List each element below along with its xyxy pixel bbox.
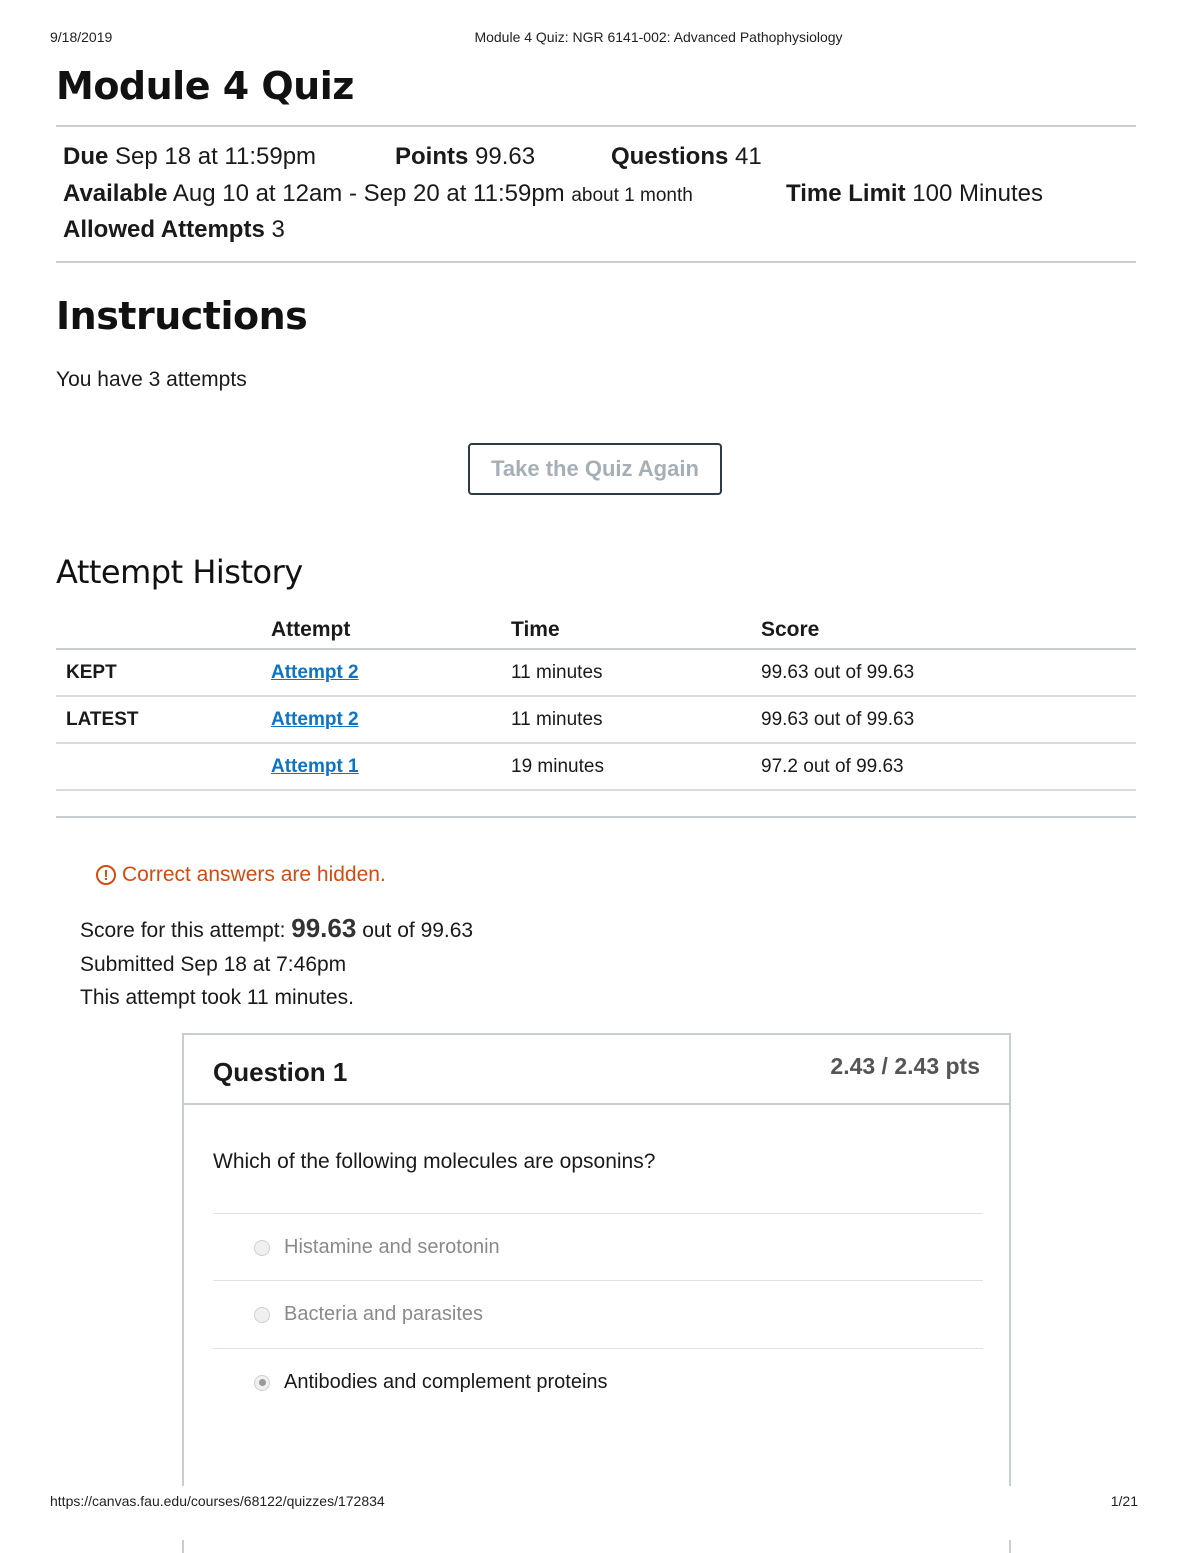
- attempt-link[interactable]: Attempt 2: [271, 661, 359, 683]
- attempt-score: 99.63 out of 99.63: [751, 649, 1136, 696]
- divider: [56, 261, 1136, 263]
- page-title: Module 4 Quiz: [56, 64, 354, 108]
- questions-detail: [611, 143, 762, 171]
- points-value: 99.63: [475, 143, 536, 170]
- due-detail: [63, 143, 316, 171]
- notice-text: Correct answers are hidden.: [122, 863, 386, 886]
- due-value: Sep 18 at 11:59pm: [115, 143, 317, 170]
- attempt-score: 97.2 out of 99.63: [751, 743, 1136, 790]
- score-suffix: out of 99.63: [362, 919, 474, 942]
- time-limit-detail: [786, 180, 1043, 208]
- time-limit-value: 100 Minutes: [912, 180, 1043, 207]
- answer-option-label: Histamine and serotonin: [284, 1236, 500, 1258]
- row-status-label: [56, 743, 261, 790]
- allowed-attempts-value: 3: [271, 216, 285, 243]
- attempt-score-line: [80, 913, 473, 944]
- print-document-title: Module 4 Quiz: NGR 6141-002: Advanced Pathophysiology: [474, 29, 843, 45]
- available-detail: [63, 180, 693, 208]
- question-title: Question 1: [213, 1057, 348, 1087]
- attempt-link[interactable]: Attempt 1: [271, 755, 359, 777]
- option-divider: [213, 1348, 983, 1349]
- radio-button: [254, 1307, 270, 1323]
- questions-value: 41: [735, 143, 762, 170]
- submitted-time: Submitted Sep 18 at 7:46pm: [80, 953, 347, 976]
- attempt-time: 11 minutes: [501, 649, 751, 696]
- row-status-label: LATEST: [56, 696, 261, 743]
- attempt-history-table: [56, 612, 1136, 791]
- question-points: 2.43 / 2.43 pts: [830, 1053, 980, 1079]
- question-header: [184, 1035, 1009, 1105]
- points-detail: [395, 143, 535, 171]
- attempt-duration: This attempt took 11 minutes.: [80, 986, 354, 1009]
- option-divider: [213, 1280, 983, 1281]
- question-card: [182, 1033, 1011, 1553]
- column-header: Attempt: [261, 612, 501, 649]
- time-limit-label: Time Limit: [786, 180, 906, 207]
- table-row: [56, 696, 1136, 743]
- table-header-row: [56, 612, 1136, 649]
- attempt-time: 19 minutes: [501, 743, 751, 790]
- score-prefix: Score for this attempt:: [80, 919, 286, 942]
- print-date: 9/18/2019: [50, 29, 113, 45]
- column-header: Score: [751, 612, 1136, 649]
- answer-option: [254, 1303, 483, 1326]
- divider: [56, 125, 1136, 127]
- attempt-link[interactable]: Attempt 2: [271, 708, 359, 730]
- radio-button: [254, 1240, 270, 1256]
- answer-option-label: Antibodies and complement proteins: [284, 1371, 608, 1393]
- print-page-number: 1/21: [1110, 1493, 1138, 1509]
- print-url: https://canvas.fau.edu/courses/68122/quizzes/172834: [50, 1493, 385, 1509]
- hidden-answers-notice: [96, 863, 386, 887]
- instructions-heading: Instructions: [56, 294, 308, 338]
- allowed-attempts-label: Allowed Attempts: [63, 216, 265, 243]
- attempt-history-heading: Attempt History: [56, 553, 303, 591]
- attempt-score: 99.63 out of 99.63: [751, 696, 1136, 743]
- table-row: [56, 743, 1136, 790]
- warning-circle-icon: !: [96, 865, 116, 885]
- instructions-text: You have 3 attempts: [56, 368, 247, 391]
- questions-label: Questions: [611, 143, 729, 170]
- available-label: Available: [63, 180, 168, 207]
- option-divider: [213, 1213, 983, 1214]
- answer-option-label: Bacteria and parasites: [284, 1303, 484, 1325]
- divider: [56, 816, 1136, 818]
- row-status-label: KEPT: [56, 649, 261, 696]
- take-quiz-again-button[interactable]: Take the Quiz Again: [468, 443, 722, 495]
- available-duration: about 1 month: [571, 185, 693, 206]
- question-text: Which of the following molecules are opsonins?: [213, 1150, 656, 1173]
- column-header: [56, 612, 261, 649]
- available-value: Aug 10 at 12am - Sep 20 at 11:59pm: [172, 180, 565, 207]
- column-header: Time: [501, 612, 751, 649]
- answer-option: [254, 1236, 500, 1259]
- due-label: Due: [63, 143, 109, 170]
- answer-option-selected: [254, 1371, 608, 1394]
- allowed-attempts-detail: [63, 216, 285, 244]
- score-value: 99.63: [291, 913, 357, 943]
- attempt-time: 11 minutes: [501, 696, 751, 743]
- table-row: [56, 649, 1136, 696]
- points-label: Points: [395, 143, 469, 170]
- radio-button-selected: [254, 1375, 270, 1391]
